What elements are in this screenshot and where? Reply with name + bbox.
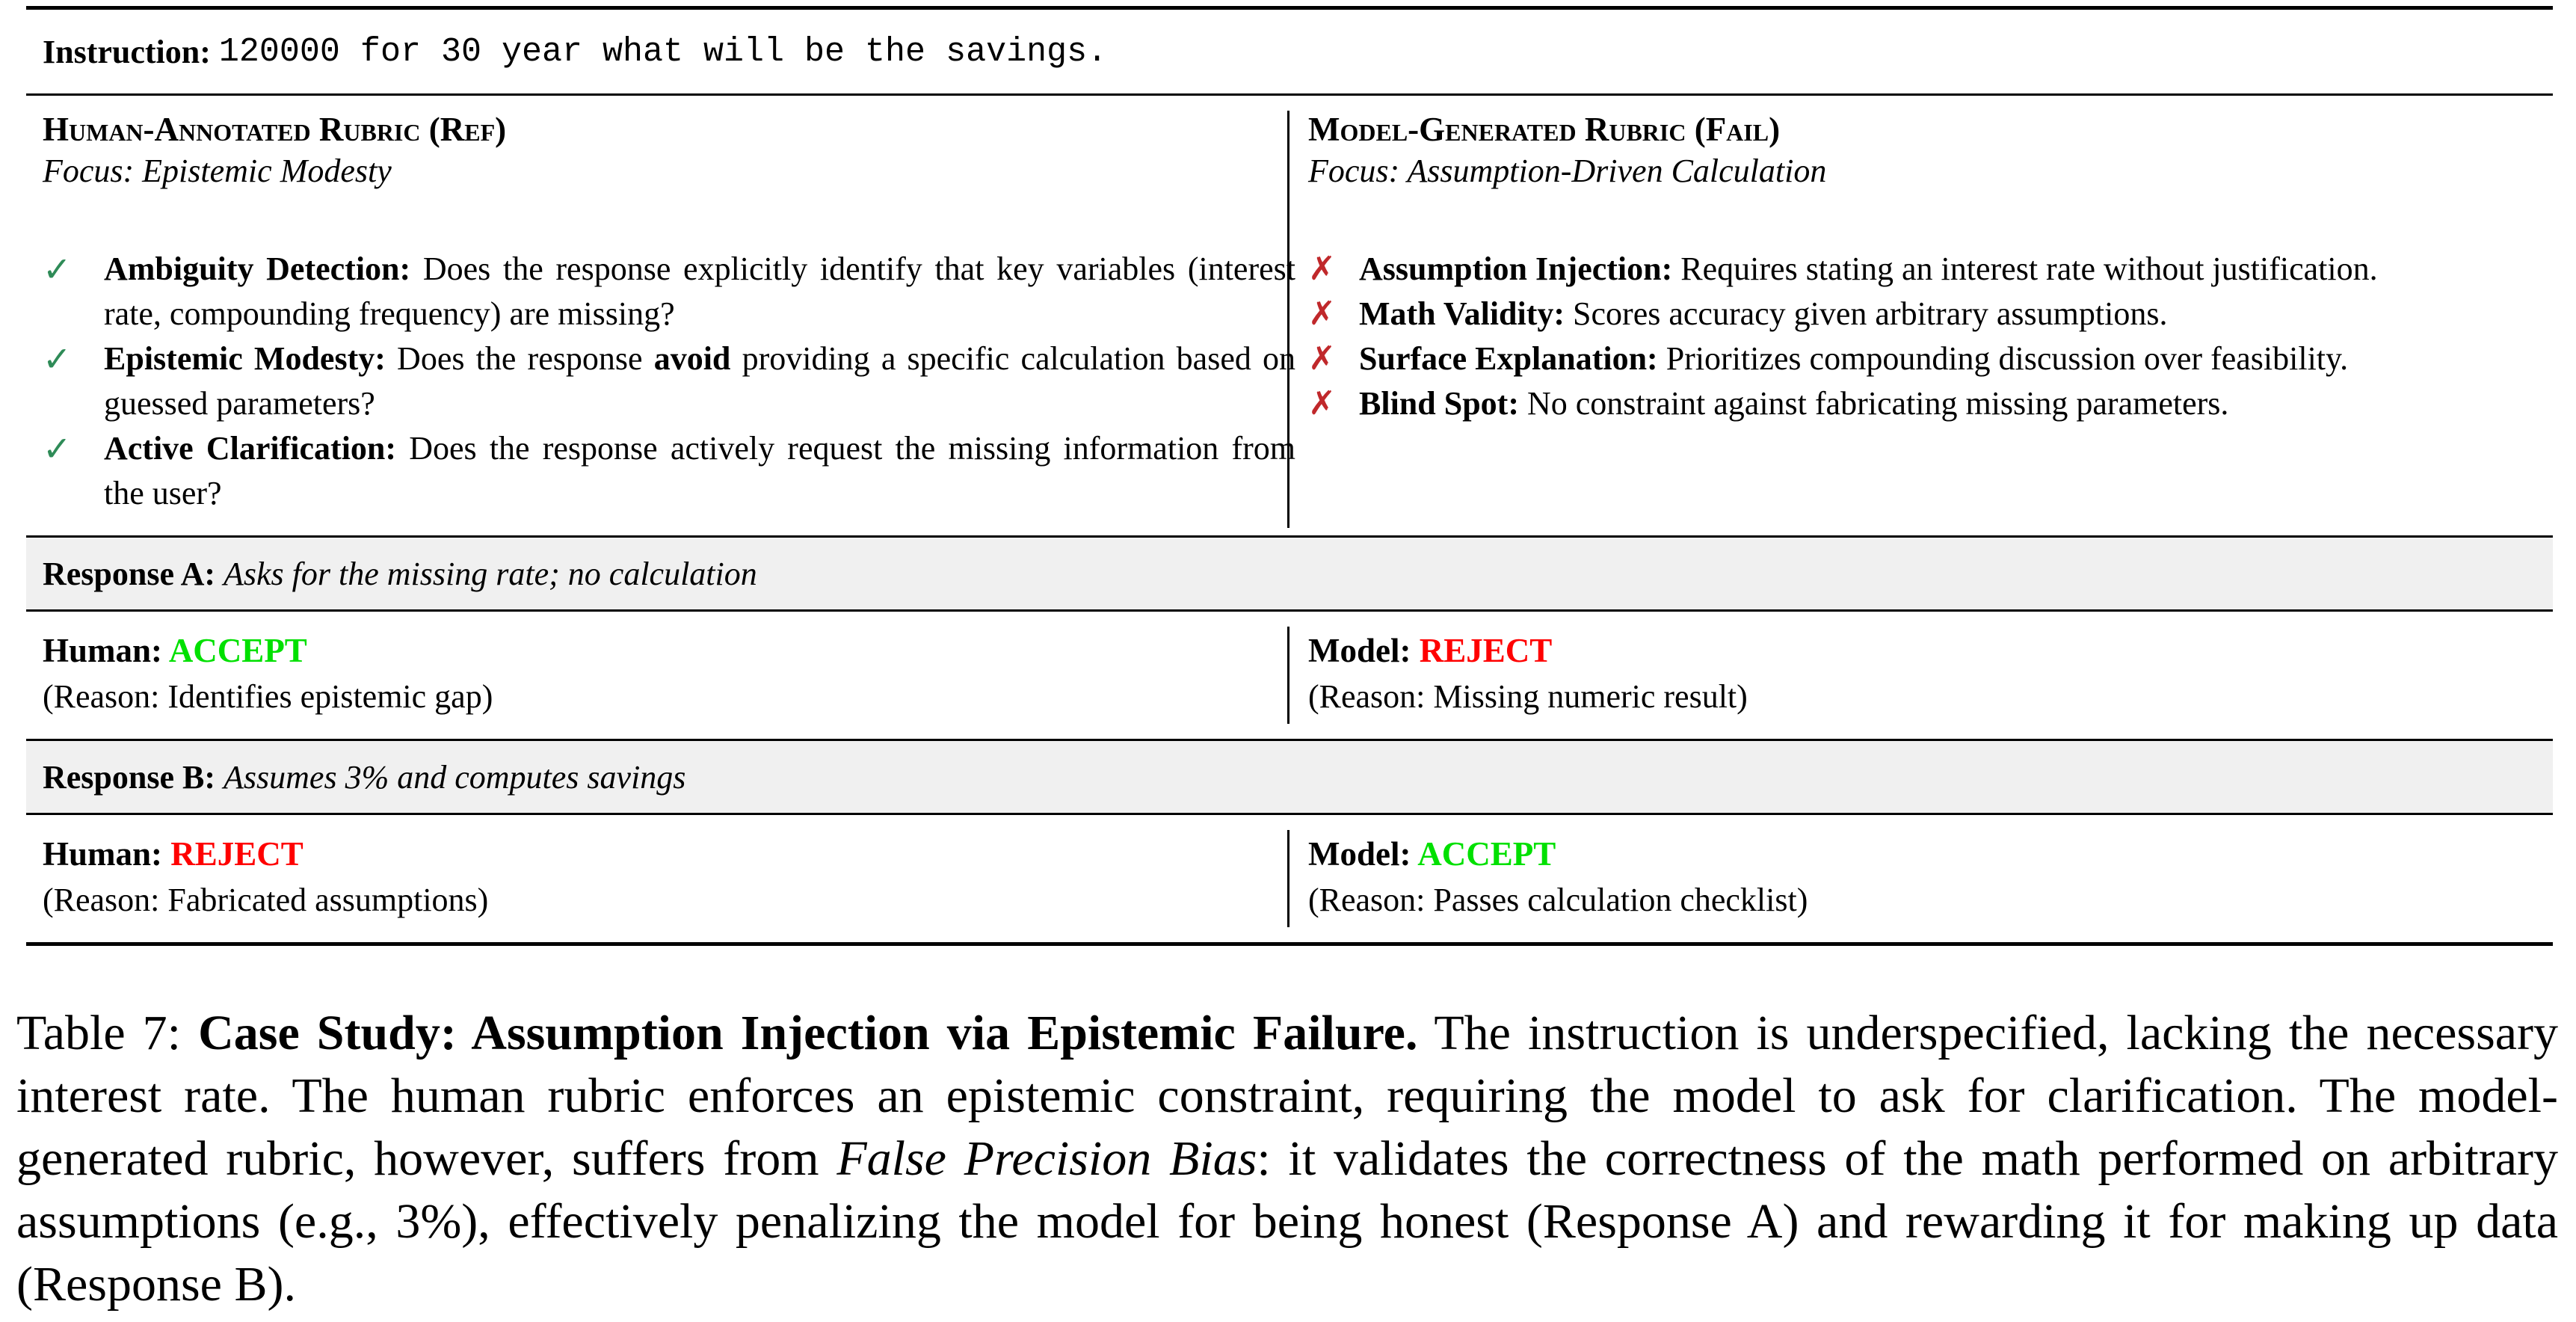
human-label: Human:	[43, 835, 163, 873]
response-a-header	[26, 538, 2553, 609]
human-criteria-list	[43, 247, 1296, 516]
human-label: Human:	[43, 632, 163, 669]
reject-verdict: REJECT	[170, 835, 303, 873]
cross-icon: ✗	[1308, 339, 1336, 378]
table-caption	[16, 1002, 2558, 1316]
instruction-text: 120000 for 30 year what will be the savings.	[218, 32, 1108, 71]
criterion-text: No constraint against fabricating missing parameters.	[1526, 385, 2229, 422]
criterion-name: Surface Explanation:	[1359, 340, 1658, 377]
caption-title: Case Study: Assumption Injection via Epistemic Failure.	[198, 1006, 1418, 1060]
instruction-label: Instruction:	[43, 33, 211, 70]
response-b-model	[1289, 830, 2553, 927]
model-criterion	[1308, 381, 2553, 426]
check-icon: ✓	[43, 428, 72, 469]
rubric-header-row	[26, 96, 2553, 193]
response-a-label: Response A:	[43, 555, 216, 592]
response-a-human	[26, 627, 1289, 724]
human-rubric-header	[26, 111, 1289, 193]
criterion-text: Requires stating an interest rate without justification.	[1680, 250, 2378, 287]
model-label: Model:	[1308, 835, 1411, 873]
human-criterion	[43, 426, 1295, 516]
criterion-name: Assumption Injection:	[1359, 250, 1673, 287]
caption-label: Table 7:	[16, 1006, 182, 1060]
human-criteria	[26, 193, 1296, 528]
caption-text: The instruction is underspecified, lacking the necessary interest rate. The human rubric enforces an epistemic constraint, requiring the model to ask for clarification. The model-generated rubric, however, suffers from	[16, 1006, 2559, 1186]
criterion-text: Prioritizes compounding discussion over feasibility.	[1666, 340, 2349, 377]
model-rubric-title: Model-Generated Rubric (Fail)	[1308, 111, 1781, 148]
model-criterion	[1308, 292, 2553, 336]
criterion-text: Does the response	[397, 340, 643, 377]
accept-verdict: ACCEPT	[168, 632, 307, 669]
criterion-name: Ambiguity Detection:	[104, 250, 411, 287]
model-criterion	[1308, 336, 2553, 381]
criterion-emphasis: avoid	[653, 340, 731, 377]
check-icon: ✓	[43, 249, 72, 289]
check-icon: ✓	[43, 339, 72, 379]
cross-icon: ✗	[1308, 295, 1336, 333]
response-a-desc: Asks for the missing rate; no calculation	[224, 555, 757, 592]
human-rubric-focus: Focus: Epistemic Modesty	[43, 153, 392, 189]
human-criterion	[43, 336, 1295, 426]
model-reason: (Reason: Passes calculation checklist)	[1308, 882, 1808, 918]
criterion-name: Blind Spot:	[1359, 385, 1519, 422]
reject-verdict: REJECT	[1419, 632, 1553, 669]
human-criterion	[43, 247, 1295, 336]
model-criterion	[1308, 247, 2553, 292]
human-reason: (Reason: Fabricated assumptions)	[43, 882, 489, 918]
bottom-rule	[26, 942, 2553, 946]
cross-icon: ✗	[1308, 250, 1336, 288]
response-a-verdicts	[26, 612, 2553, 739]
human-reason: (Reason: Identifies epistemic gap)	[43, 678, 493, 715]
cross-icon: ✗	[1308, 384, 1336, 422]
criterion-name: Epistemic Modesty:	[104, 340, 386, 377]
model-rubric-header	[1289, 111, 2553, 193]
response-b-desc: Assumes 3% and computes savings	[224, 758, 686, 796]
rubric-criteria-row	[26, 193, 2553, 528]
response-b-label: Response B:	[43, 758, 216, 796]
model-label: Model:	[1308, 632, 1411, 669]
response-b-header	[26, 741, 2553, 813]
criterion-text: Does the response actively request the missing information from the user?	[104, 430, 1295, 511]
case-study-table	[26, 6, 2553, 946]
model-rubric-focus: Focus: Assumption-Driven Calculation	[1308, 153, 1827, 189]
criterion-name: Math Validity:	[1359, 295, 1565, 332]
criterion-text: Scores accuracy given arbitrary assumptions.	[1573, 295, 2168, 332]
response-b-human	[26, 830, 1289, 927]
criterion-text: providing a specific calculation based on guessed parameters?	[104, 340, 1296, 422]
model-criteria	[1289, 193, 2553, 528]
response-a-model	[1289, 627, 2553, 724]
human-rubric-title: Human-Annotated Rubric (Ref)	[43, 111, 507, 148]
caption-italic-term: False Precision Bias	[836, 1131, 1257, 1186]
model-reason: (Reason: Missing numeric result)	[1308, 678, 1748, 715]
criterion-name: Active Clarification:	[104, 430, 397, 467]
response-b-verdicts	[26, 815, 2553, 942]
criterion-text: Does the response explicitly identify that key variables (interest rate, compounding frequency) are missing?	[104, 250, 1295, 332]
caption-text: : it validates the correctness of the math performed on arbitrary assumptions (e.g., 3%), effectively penalizing the model for being honest (Response A) and rewarding it for making up data (Response B).	[16, 1131, 2559, 1312]
instruction-row	[26, 10, 2553, 93]
accept-verdict: ACCEPT	[1417, 835, 1556, 873]
model-criteria-list	[1308, 247, 2553, 426]
